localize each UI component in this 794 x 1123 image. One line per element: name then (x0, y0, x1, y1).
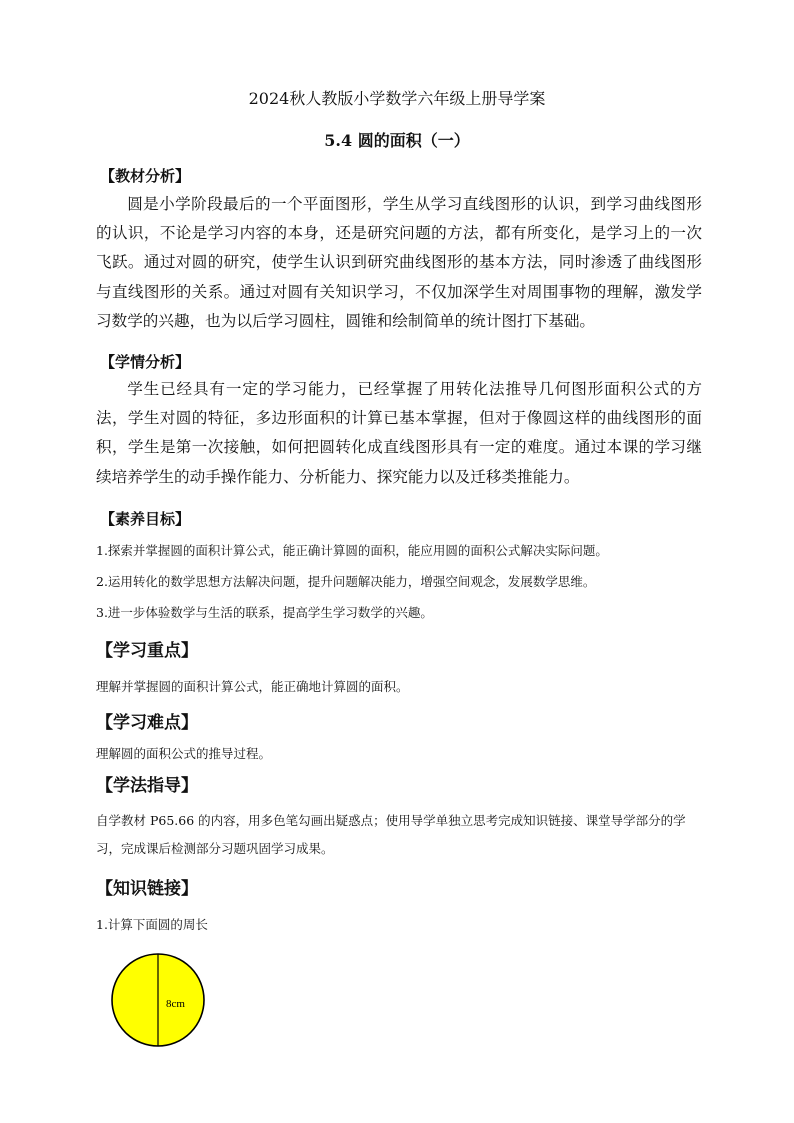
difficulty-text: 理解圆的面积公式的推导过程。 (96, 746, 272, 761)
section-heading-key-points: 【学习重点】 (96, 641, 198, 661)
section-heading-method: 【学法指导】 (96, 776, 198, 796)
goal-item: 2.运用转化的数学思想方法解决问题，提升问题解决能力，增强空间观念，发展数学思维。 (96, 574, 596, 589)
section-heading-knowledge: 【知识链接】 (96, 879, 198, 899)
method-text: 自学教材 P65.66 的内容，用多色笔勾画出疑惑点；使用导学单独立思考完成知识链接、课堂导学部分的学习，完成课后检测部分习题巩固学习成果。 (96, 813, 686, 856)
lesson-title: 5.4 圆的面积（一） (324, 131, 470, 150)
section-heading-students: 【学情分析】 (100, 353, 191, 371)
knowledge-question: 1.计算下面圆的周长 (96, 917, 208, 932)
section-heading-material: 【教材分析】 (100, 167, 191, 185)
goal-item: 1.探索并掌握圆的面积计算公式，能正确计算圆的面积，能应用圆的面积公式解决实际问题。 (96, 543, 608, 558)
document-title: 2024秋人教版小学数学六年级上册导学案 (248, 89, 546, 108)
key-points-text: 理解并掌握圆的面积计算公式，能正确地计算圆的面积。 (96, 679, 409, 694)
circle-figure (104, 946, 214, 1056)
goal-item: 3.进一步体验数学与生活的联系，提高学生学习数学的兴趣。 (96, 605, 433, 620)
section-heading-goals: 【素养目标】 (100, 510, 191, 528)
diameter-label: 8cm (166, 998, 185, 1010)
student-analysis-text: 学生已经具有一定的学习能力，已经掌握了用转化法推导几何图形面积公式的方法，学生对圆的特征，多边形面积的计算已基本掌握，但对于像圆这样的曲线图形的面积，学生是第一次接触，如何把圆转化成直线图形具有一定的难度。通过本课的学习继续培养学生的动手操作能力、分析能力、探究能力以及迁移类推能力。 (96, 380, 702, 486)
section-heading-difficulty: 【学习难点】 (96, 713, 198, 733)
material-analysis-text: 圆是小学阶段最后的一个平面图形，学生从学习直线图形的认识，到学习曲线图形的认识，不论是学习内容的本身，还是研究问题的方法，都有所变化，是学习上的一次飞跃。通过对圆的研究，使学生认识到研究曲线图形的基本方法，同时渗透了曲线图形与直线图形的关系。通过对圆有关知识学习，不仅加深学生对周围事物的理解，激发学习数学的兴趣，也为以后学习圆柱，圆锥和绘制简单的统计图打下基础。 (96, 195, 702, 330)
